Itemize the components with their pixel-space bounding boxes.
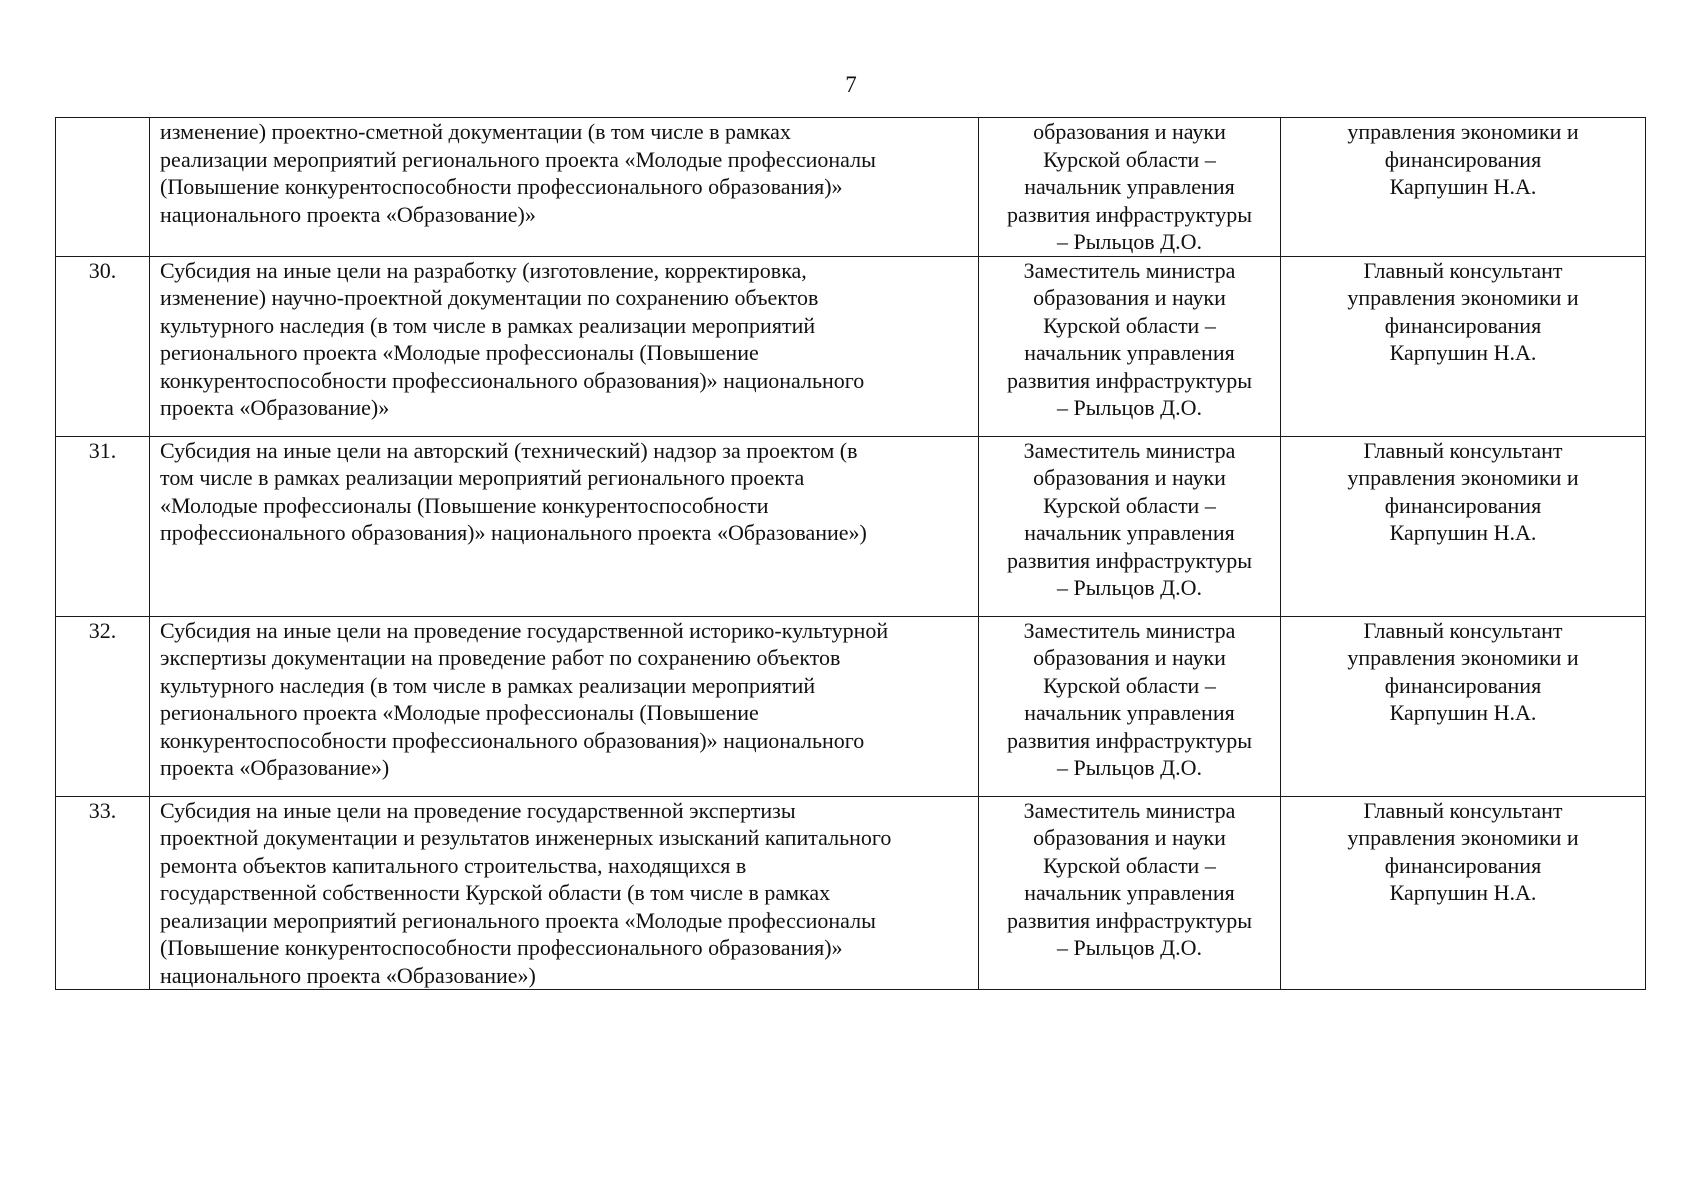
description-cell-line: профессионального образования)» национального проекта «Образование») [160, 520, 867, 545]
responsible-cell-line: развития инфраструктуры [1006, 201, 1253, 227]
description-cell-line: регионального проекта «Молодые профессионалы (Повышение [160, 340, 759, 365]
responsible-cell-line: начальник управления [1024, 520, 1235, 545]
responsible-cell-line: Заместитель министра [1023, 257, 1236, 283]
responsible-cell-line: развития инфраструктуры [1006, 907, 1253, 933]
responsible-cell-line: – Рыльцов Д.О. [1056, 229, 1203, 254]
responsible-cell [979, 118, 1281, 257]
executor-cell-line: Карпушин Н.А. [1389, 520, 1537, 545]
description-cell-line: проекта «Образование)» [160, 395, 390, 420]
executor-cell-line: Карпушин Н.А. [1389, 174, 1537, 199]
executor-cell-line: Карпушин Н.А. [1389, 880, 1537, 905]
executor-cell [1281, 256, 1646, 436]
description-cell-line: ремонта объектов капитального строительства, находящихся в [160, 852, 747, 878]
responsible-cell-line: образования и науки [1033, 465, 1226, 490]
responsible-cell [979, 436, 1281, 616]
responsible-cell-line: Заместитель министра [1023, 437, 1236, 463]
description-cell [150, 118, 979, 257]
responsible-cell [979, 616, 1281, 796]
description-cell-line: проектной документации и результатов инженерных изысканий капитального [160, 825, 892, 850]
description-cell-line: реализации мероприятий регионального проекта «Молодые профессионалы [160, 907, 876, 933]
row-number-cell: 31. [56, 436, 150, 616]
responsible-cell-line: Заместитель министра [1023, 797, 1236, 823]
executor-cell-line: финансирования [1384, 852, 1542, 878]
description-cell-line: (Повышение конкурентоспособности профессионального образования)» [160, 174, 843, 199]
row-number-cell: 33. [56, 796, 150, 990]
executor-cell-line: управления экономики и [1347, 645, 1579, 670]
responsible-cell-line: образования и науки [1033, 645, 1226, 670]
responsible-cell-line: начальник управления [1024, 340, 1235, 365]
responsible-cell-line: образования и науки [1033, 285, 1226, 310]
responsible-cell-line: развития инфраструктуры [1006, 367, 1253, 393]
description-cell-line: государственной собственности Курской области (в том числе в рамках [160, 880, 831, 905]
description-cell-line: национального проекта «Образование») [160, 962, 536, 988]
description-cell-line: культурного наследия (в том числе в рамках реализации мероприятий [160, 312, 816, 338]
executor-cell-line: управления экономики и [1347, 119, 1579, 144]
table-row [56, 616, 1646, 796]
description-cell-line: конкурентоспособности профессионального образования)» национального [160, 727, 865, 753]
executor-cell-line: финансирования [1384, 312, 1542, 338]
description-cell-line: регионального проекта «Молодые профессионалы (Повышение [160, 700, 759, 725]
executor-cell [1281, 796, 1646, 990]
description-cell-line: национального проекта «Образование)» [160, 201, 536, 227]
responsible-cell-line: Курской области – [1043, 492, 1216, 518]
description-cell-line: Субсидия на иные цели на проведение государственной экспертизы [160, 797, 796, 823]
responsible-cell-line: – Рыльцов Д.О. [1056, 395, 1203, 420]
responsible-cell-line: Курской области – [1043, 146, 1216, 172]
description-cell-line: Субсидия на иные цели на проведение государственной историко-культурной [160, 617, 889, 643]
executor-cell-line: управления экономики и [1347, 825, 1579, 850]
description-cell-line: конкурентоспособности профессионального образования)» национального [160, 367, 865, 393]
executor-cell-line: Карпушин Н.А. [1389, 700, 1537, 725]
description-cell-line: проекта «Образование») [160, 755, 390, 780]
table-body [56, 118, 1646, 990]
executor-cell-line: Карпушин Н.А. [1389, 340, 1537, 365]
responsible-cell-line: Курской области – [1043, 312, 1216, 338]
description-cell-line: «Молодые профессионалы (Повышение конкурентоспособности [160, 492, 769, 518]
table-row [56, 118, 1646, 257]
executor-cell [1281, 616, 1646, 796]
description-cell-line: Субсидия на иные цели на разработку (изготовление, корректировка, [160, 257, 807, 283]
responsible-cell-line: начальник управления [1024, 700, 1235, 725]
responsible-cell-line: образования и науки [1033, 119, 1226, 144]
responsible-cell-line: Курской области – [1043, 672, 1216, 698]
responsible-cell-line: начальник управления [1024, 174, 1235, 199]
executor-cell-line: управления экономики и [1347, 285, 1579, 310]
responsible-cell-line: начальник управления [1024, 880, 1235, 905]
responsible-cell-line: – Рыльцов Д.О. [1056, 575, 1203, 600]
executor-cell [1281, 118, 1646, 257]
executor-cell-line: финансирования [1384, 672, 1542, 698]
description-cell-line: реализации мероприятий регионального проекта «Молодые профессионалы [160, 146, 876, 172]
responsible-cell-line: развития инфраструктуры [1006, 547, 1253, 573]
table-row [56, 256, 1646, 436]
description-cell [150, 616, 979, 796]
description-cell [150, 796, 979, 990]
row-number-cell: 32. [56, 616, 150, 796]
page-number: 7 [845, 72, 857, 97]
executor-cell-line: Главный консультант [1363, 437, 1563, 463]
executor-cell-line: финансирования [1384, 492, 1542, 518]
responsible-cell-line: Курской области – [1043, 852, 1216, 878]
subsidy-table [55, 117, 1646, 990]
responsible-cell [979, 256, 1281, 436]
description-cell-line: экспертизы документации на проведение работ по сохранению объектов [160, 645, 841, 670]
table-row [56, 796, 1646, 990]
description-cell [150, 436, 979, 616]
description-cell-line: том числе в рамках реализации мероприятий регионального проекта [160, 465, 805, 490]
executor-cell-line: Главный консультант [1363, 617, 1563, 643]
description-cell-line: (Повышение конкурентоспособности профессионального образования)» [160, 935, 843, 960]
responsible-cell [979, 796, 1281, 990]
row-number-cell [56, 118, 150, 257]
executor-cell-line: Главный консультант [1363, 797, 1563, 823]
executor-cell [1281, 436, 1646, 616]
responsible-cell-line: – Рыльцов Д.О. [1056, 935, 1203, 960]
executor-cell-line: Главный консультант [1363, 257, 1563, 283]
description-cell [150, 256, 979, 436]
responsible-cell-line: – Рыльцов Д.О. [1056, 755, 1203, 780]
responsible-cell-line: Заместитель министра [1023, 617, 1236, 643]
description-cell-line: культурного наследия (в том числе в рамках реализации мероприятий [160, 672, 816, 698]
description-cell-line: изменение) проектно-сметной документации (в том числе в рамках [160, 119, 791, 144]
table-row [56, 436, 1646, 616]
description-cell-line: Субсидия на иные цели на авторский (технический) надзор за проектом (в [160, 437, 858, 463]
responsible-cell-line: образования и науки [1033, 825, 1226, 850]
executor-cell-line: финансирования [1384, 146, 1542, 172]
executor-cell-line: управления экономики и [1347, 465, 1579, 490]
responsible-cell-line: развития инфраструктуры [1006, 727, 1253, 753]
description-cell-line: изменение) научно-проектной документации по сохранению объектов [160, 285, 819, 310]
row-number-cell: 30. [56, 256, 150, 436]
